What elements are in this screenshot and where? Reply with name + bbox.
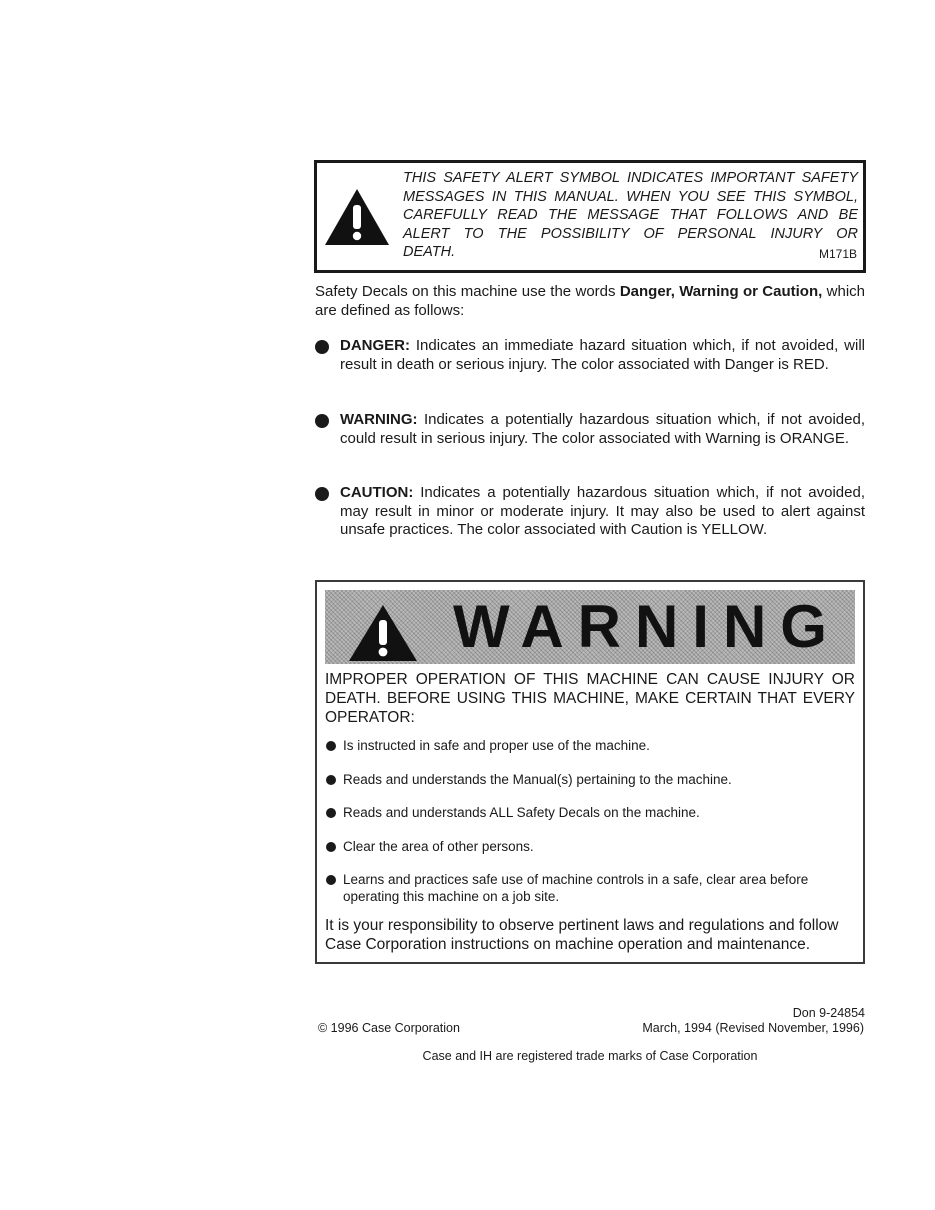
bullet-icon: [326, 808, 336, 818]
list-item-text: Is instructed in safe and proper use of the machine.: [343, 738, 650, 753]
definition-caution: [315, 484, 865, 540]
list-item: [325, 738, 855, 755]
warning-banner: [325, 590, 855, 664]
alert-line: ALERT TO THE POSSIBILITY OF PERSONAL INJURY OR: [403, 225, 858, 242]
list-item-text: Reads and understands the Manual(s) pertaining to the machine.: [343, 771, 732, 787]
trademark-note: Case and IH are registered trade marks of Case Corporation: [422, 1049, 758, 1063]
definition-term: DANGER:: [340, 337, 410, 354]
definition-text: Indicates a potentially hazardous situation which, if not avoided, may result in minor or moderate injury. It may also be used to alert against unsafe practices. The color associated with Caution is YELLOW.: [340, 484, 865, 538]
list-item: [325, 805, 855, 822]
alert-code: M171B: [818, 247, 857, 261]
alert-line: CAREFULLY READ THE MESSAGE THAT FOLLOWS AND BE: [403, 207, 858, 223]
warning-closing: It is your responsibility to observe pertinent laws and regulations and follow Case Corporation instructions on machine operation and maintenance.: [325, 917, 839, 953]
warning-list: [325, 738, 855, 922]
definition-danger: [315, 337, 865, 374]
document-number: Don 9-24854: [792, 1006, 865, 1020]
bullet-icon: [315, 487, 329, 501]
alert-message: [403, 169, 858, 262]
list-item: [325, 872, 855, 905]
copyright: © 1996 Case Corporation: [318, 1021, 460, 1035]
intro-prefix: Safety Decals on this machine use the words: [315, 283, 620, 300]
revision-date: March, 1994 (Revised November, 1996): [642, 1021, 864, 1035]
safety-alert-box: [314, 160, 866, 273]
bullet-icon: [326, 741, 336, 751]
bullet-icon: [315, 414, 329, 428]
bullet-icon: [326, 875, 336, 885]
warning-decal: [315, 580, 865, 964]
warning-lead: IMPROPER OPERATION OF THIS MACHINE CAN CAUSE INJURY OR DEATH. BEFORE USING THIS MACHINE, MAKE CERTAIN THAT EVERY OPERATOR:: [325, 671, 855, 726]
warning-triangle-icon: [347, 603, 419, 663]
intro-suffix: which are defined as follows:: [315, 283, 865, 319]
alert-line: DEATH.: [403, 244, 456, 260]
alert-line: THIS SAFETY ALERT SYMBOL INDICATES IMPORTANT SAFETY: [403, 170, 858, 186]
bullet-icon: [315, 340, 329, 354]
bullet-icon: [326, 842, 336, 852]
list-item-text: Clear the area of other persons.: [343, 838, 534, 854]
list-item-text: Learns and practices safe use of machine controls in a safe, clear area before operating this machine on a job site.: [343, 872, 809, 904]
list-item: [325, 772, 855, 789]
definition-term: WARNING:: [340, 411, 418, 428]
intro-paragraph: [315, 282, 865, 320]
definition-text: Indicates a potentially hazardous situation which, if not avoided, could result in serious injury. The color associated with Warning is ORANGE.: [340, 411, 865, 447]
warning-heading: WARNING: [453, 593, 841, 660]
definition-term: CAUTION:: [340, 484, 414, 501]
alert-line: MESSAGES IN THIS MANUAL. WHEN YOU SEE THIS SYMBOL,: [403, 188, 858, 205]
warning-triangle-icon: [323, 187, 391, 247]
bullet-icon: [326, 775, 336, 785]
definition-warning: [315, 411, 865, 448]
list-item-text: Reads and understands ALL Safety Decals on the machine.: [343, 805, 700, 820]
list-item: [325, 839, 855, 856]
intro-bold: Danger, Warning or Caution,: [619, 283, 823, 300]
definition-text: Indicates an immediate hazard situation which, if not avoided, will result in death or serious injury. The color associated with Danger is RED.: [340, 337, 865, 373]
